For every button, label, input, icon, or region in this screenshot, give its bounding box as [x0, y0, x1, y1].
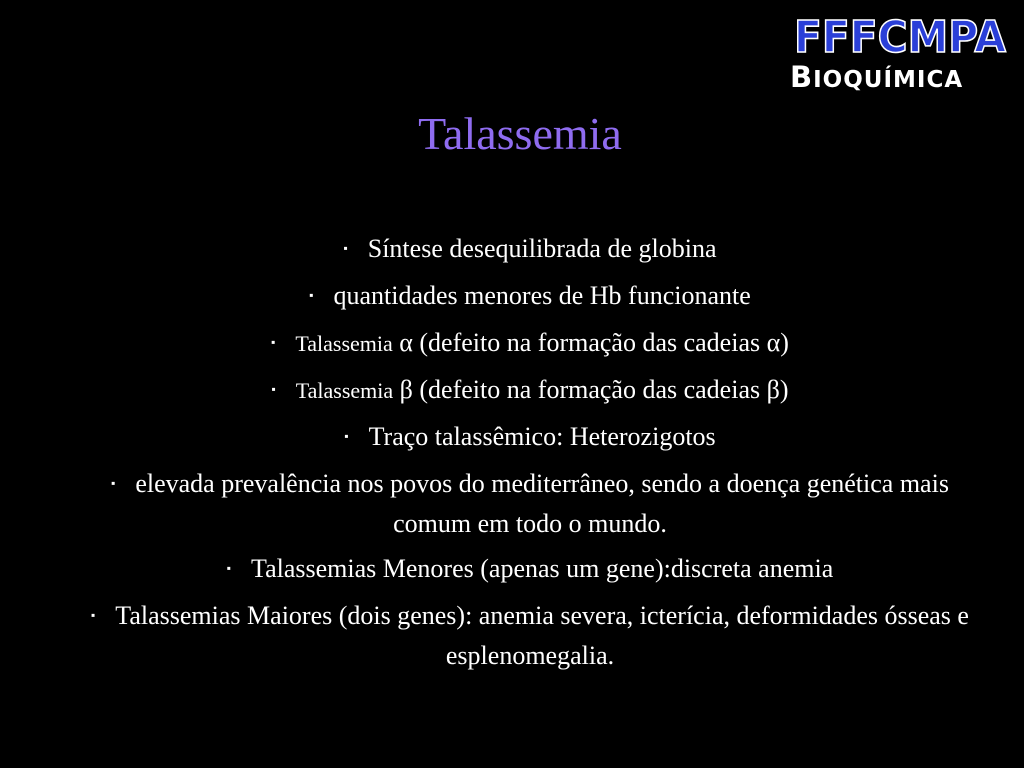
bullet-marker-icon: ▪ [309, 288, 314, 303]
bullet-item [80, 277, 980, 317]
bullet-text: quantidades menores de Hb funcionante [333, 281, 751, 311]
fffcmpa-bioquimica-logo [790, 12, 1018, 92]
bullet-marker-icon: ▪ [271, 335, 276, 350]
logo-bottom-initial: B [790, 60, 814, 94]
bullet-marker-icon: ▪ [226, 561, 232, 576]
bullet-list [80, 230, 980, 682]
bullet-marker-icon: ▪ [344, 429, 349, 444]
bullet-text: Traço talassêmico: Heterozigotos [368, 422, 716, 452]
bullet-item [80, 371, 980, 411]
logo-bottom-text [790, 62, 1018, 95]
bullet-text: α (defeito na formação das cadeias α) [392, 328, 789, 358]
bullet-text: β (defeito na formação das cadeias β) [393, 375, 789, 405]
bullet-item [80, 230, 980, 270]
bullet-item [80, 324, 980, 364]
bullet-item [80, 550, 980, 590]
bullet-text: elevada prevalência nos povos do mediterrâneo, sendo a doença genética mais comum em todo o mundo. [135, 469, 949, 539]
bullet-marker-icon: ▪ [271, 382, 276, 397]
logo-bottom-rest: IOQUÍMICA [813, 67, 964, 93]
logo-top-text: FFFCMPA [794, 12, 1006, 62]
bullet-marker-icon: ▪ [91, 608, 96, 623]
bullet-prefix: Talassemia [295, 378, 394, 404]
bullet-text: Talassemias Menores (apenas um gene):discreta anemia [251, 554, 834, 584]
bullet-item [80, 418, 980, 458]
bullet-marker-icon: ▪ [343, 241, 348, 256]
fffcmpa-logo-mark [790, 12, 1010, 62]
bullet-marker-icon: ▪ [111, 476, 116, 491]
bullet-text: Síntese desequilibrada de globina [367, 234, 717, 263]
bullet-prefix: Talassemia [295, 331, 393, 357]
bullet-text: Talassemias Maiores (dois genes): anemia severa, icterícia, deformidades ósseas e esplenomegalia. [115, 601, 969, 671]
bullet-item [80, 465, 980, 543]
slide-title: Talassemia [418, 108, 622, 159]
bullet-item [80, 597, 980, 675]
